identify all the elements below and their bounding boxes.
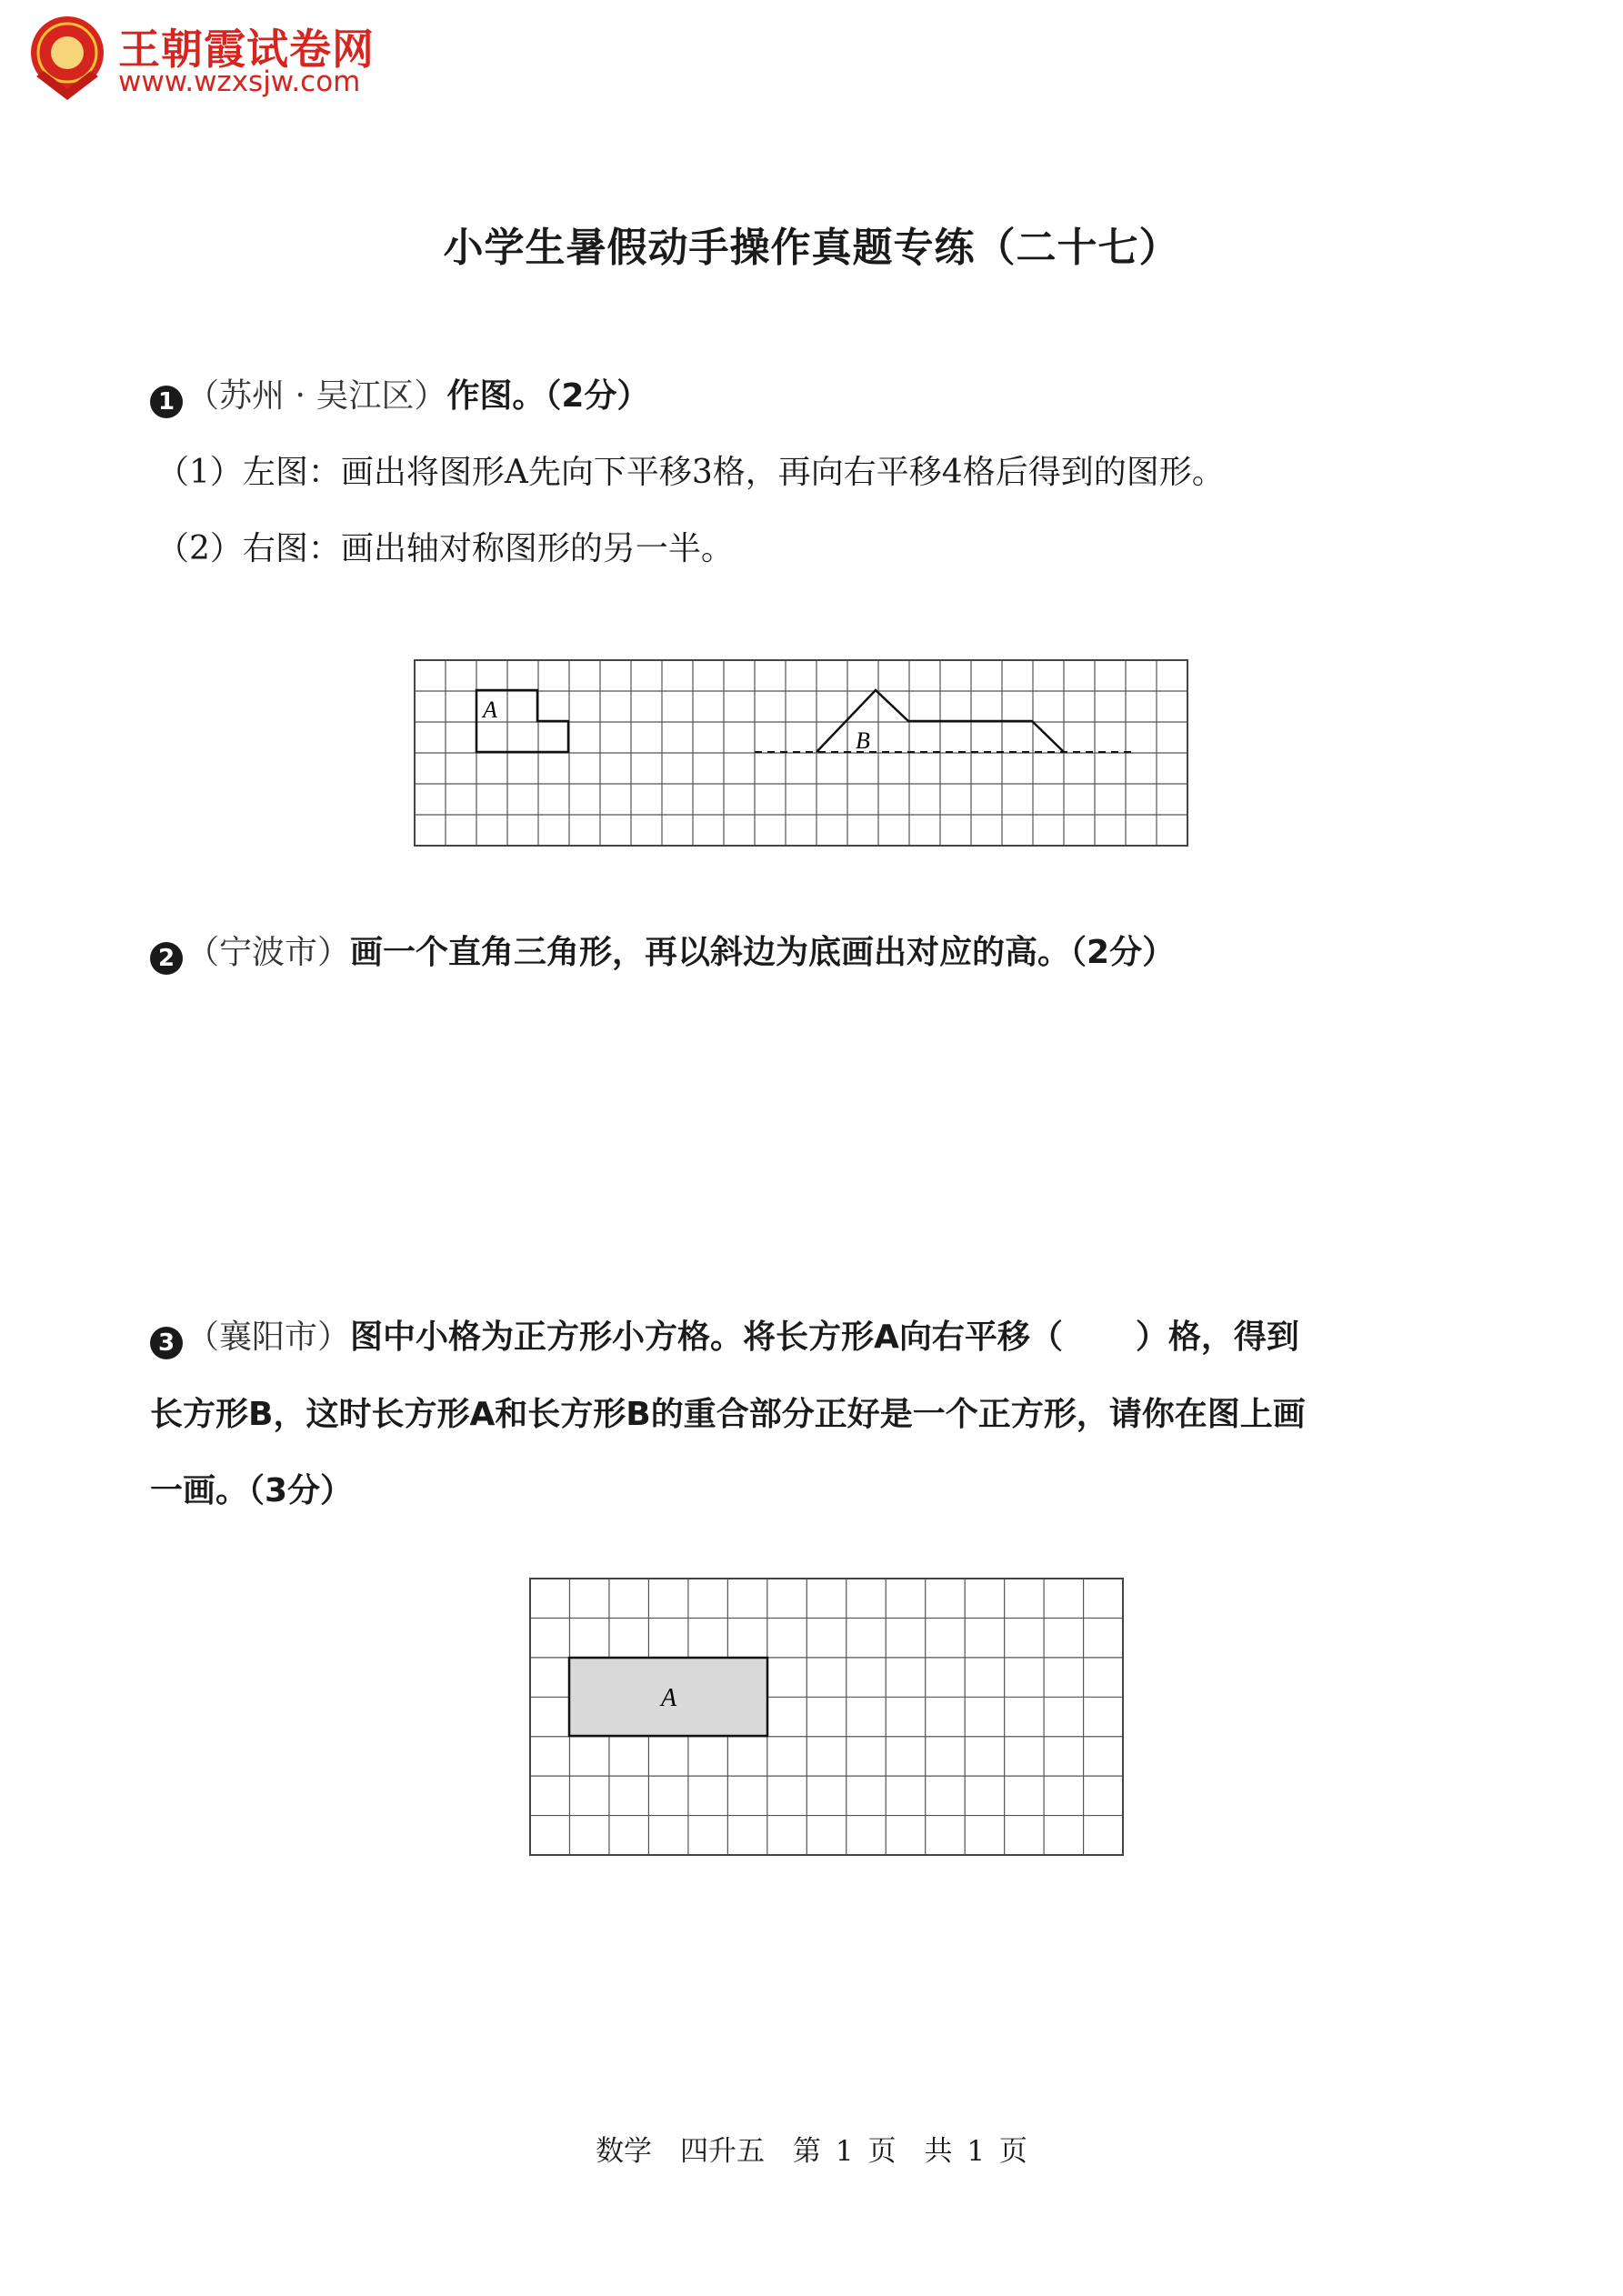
question-3-text-part-1: 图中小格为正方形小方格。将长方形A向右平移（: [350, 1318, 1063, 1356]
question-1-part-2: （2）右图：画出轴对称图形的另一半。: [156, 530, 734, 567]
question-3-source: （襄阳市）: [186, 1318, 351, 1356]
question-1-source: （苏州 · 吴江区）: [186, 377, 447, 415]
page-footer: 数学 四升五 第 1 页 共 1 页: [596, 2135, 1027, 2168]
question-2-number: 2: [150, 942, 183, 975]
question-3-header: [150, 1314, 1299, 1361]
question-3-number: 3: [150, 1327, 183, 1359]
question-2-source: （宁波市）: [186, 934, 351, 971]
question-3-line-2: 长方形B，这时长方形A和长方形B的重合部分正好是一个正方形，请你在图上画: [150, 1396, 1306, 1433]
site-name: 王朝霞试卷网: [118, 25, 375, 74]
question-1-number: 1: [150, 386, 183, 418]
question-2-text: 画一个直角三角形，再以斜边为底画出对应的高。（2分）: [350, 934, 1176, 971]
question-1-grid-figure: [414, 659, 1196, 850]
question-3-text-part-2: ）格，得到: [1135, 1318, 1299, 1356]
question-3-line-3: 一画。（3分）: [150, 1472, 354, 1509]
question-2-header: [150, 929, 1175, 977]
page-title: 小学生暑假动手操作真题专练（二十七）: [443, 225, 1180, 271]
rectangle-a-label: A: [661, 1684, 677, 1712]
site-logo: [27, 13, 409, 104]
question-1-part-1: （1）左图：画出将图形A先向下平移3格，再向右平移4格后得到的图形。: [156, 454, 1225, 491]
question-1-text: 作图。（2分）: [446, 377, 650, 415]
shape-b-label: B: [856, 727, 870, 754]
shape-a-label: A: [483, 697, 497, 723]
question-1-header: [150, 373, 649, 420]
site-url: www.wzxsjw.com: [118, 65, 361, 98]
question-3-grid-figure: [529, 1578, 1129, 1860]
logo-badge-icon: [27, 13, 107, 104]
